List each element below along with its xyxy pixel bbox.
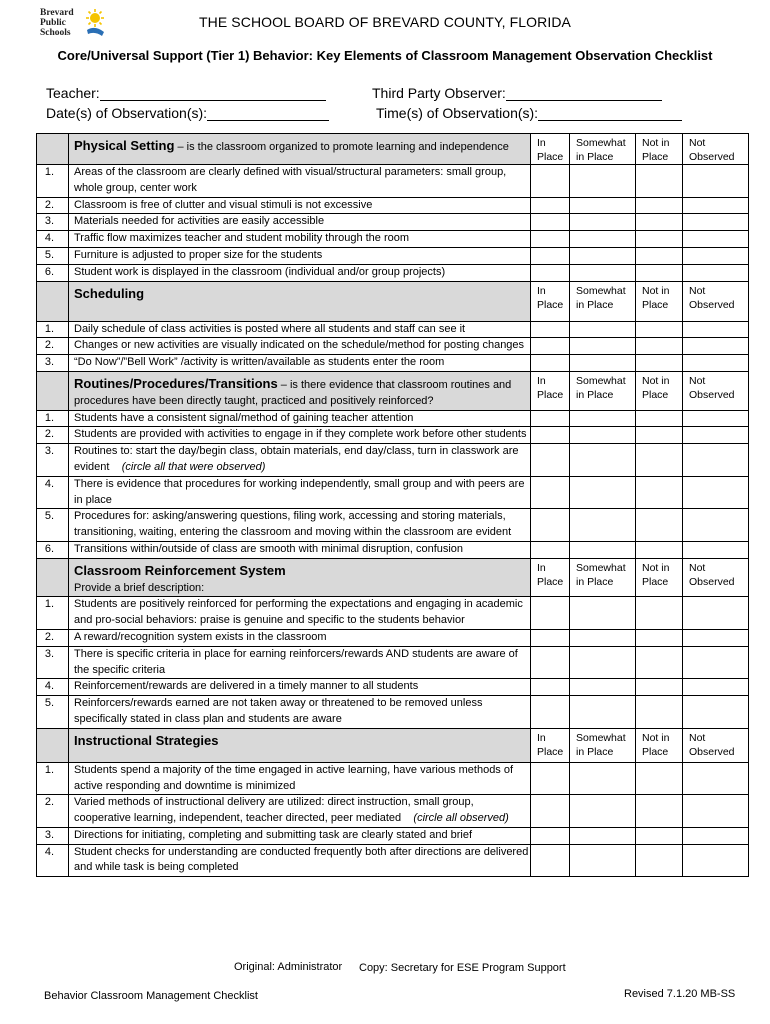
item-text: Transitions within/outside of class are smooth with minimal disruption, confusion [74, 542, 464, 555]
rating-checkbox-cell[interactable] [636, 444, 683, 477]
item-number: 4. [37, 476, 69, 509]
rating-checkbox-cell[interactable] [531, 795, 570, 828]
section-title-cell [69, 371, 531, 410]
rating-header-2: Not in Place [636, 371, 683, 410]
rating-checkbox-cell[interactable] [570, 696, 636, 729]
rating-checkbox-cell[interactable] [683, 646, 749, 679]
item-text: Students spend a majority of the time engaged in active learning, have various methods of active responding and downtime is minimized [74, 763, 514, 792]
item-number: 3. [37, 827, 69, 844]
rating-checkbox-cell[interactable] [683, 321, 749, 338]
teacher-field[interactable] [46, 85, 326, 101]
item-number: 3. [37, 355, 69, 372]
rating-checkbox-cell[interactable] [683, 165, 749, 198]
rating-checkbox-cell[interactable] [570, 646, 636, 679]
rating-checkbox-cell[interactable] [636, 338, 683, 355]
item-text-cell [69, 444, 531, 477]
rating-checkbox-cell[interactable] [683, 355, 749, 372]
rating-checkbox-cell[interactable] [531, 509, 570, 542]
item-number: 4. [37, 679, 69, 696]
rating-checkbox-cell[interactable] [636, 646, 683, 679]
checklist-item-row [37, 355, 749, 372]
item-text: Students have a consistent signal/method of gaining teacher attention [74, 411, 414, 424]
rating-checkbox-cell[interactable] [636, 231, 683, 248]
item-text-cell [69, 264, 531, 281]
section-description: Provide a brief description: [74, 581, 205, 594]
item-text-cell [69, 231, 531, 248]
item-number: 4. [37, 844, 69, 877]
dates-label: Date(s) of Observation(s): [46, 105, 208, 121]
section-title-cell [69, 728, 531, 762]
checklist-item-row [37, 827, 749, 844]
rating-checkbox-cell[interactable] [683, 795, 749, 828]
item-text-cell [69, 214, 531, 231]
rating-header-1: Somewhat in Place [570, 134, 636, 165]
item-text: Traffic flow maximizes teacher and student mobility through the room [74, 232, 410, 245]
checklist-item-row [37, 338, 749, 355]
item-text-cell [69, 509, 531, 542]
rating-checkbox-cell[interactable] [570, 509, 636, 542]
item-text: A reward/recognition system exists in the classroom [74, 630, 327, 643]
teacher-line[interactable] [100, 87, 326, 101]
section-title: Scheduling [74, 285, 145, 301]
item-text: Areas of the classroom are clearly defined with visual/structural parameters: small group, whole group, center work [74, 166, 507, 194]
rating-header-3: Not Observed [683, 281, 749, 321]
rating-checkbox-cell[interactable] [531, 646, 570, 679]
checklist-item-row [37, 231, 749, 248]
rating-checkbox-cell[interactable] [531, 321, 570, 338]
item-text: Changes or new activities are visually indicated on the schedule/method for posting changes [74, 339, 525, 352]
rating-checkbox-cell[interactable] [570, 597, 636, 630]
checklist-item-row [37, 629, 749, 646]
rating-header-0: In Place [531, 728, 570, 762]
footer-revised: Revised 7.1.20 MB-SS [624, 988, 736, 1000]
footer-original: Original: Administrator [234, 961, 343, 973]
observer-field[interactable] [372, 85, 662, 101]
logo-line-1: Brevard [40, 8, 74, 18]
rating-checkbox-cell[interactable] [636, 214, 683, 231]
rating-checkbox-cell[interactable] [636, 679, 683, 696]
item-text-cell [69, 541, 531, 558]
item-text: Student checks for understanding are conducted frequently both after directions are delivered and while task is being completed [74, 845, 529, 874]
rating-checkbox-cell[interactable] [531, 247, 570, 264]
rating-checkbox-cell[interactable] [683, 338, 749, 355]
checklist-item-row [37, 646, 749, 679]
rating-checkbox-cell[interactable] [683, 214, 749, 231]
rating-checkbox-cell[interactable] [636, 476, 683, 509]
dates-field[interactable] [46, 105, 329, 121]
section-header-row [37, 728, 749, 762]
item-number: 2. [37, 197, 69, 214]
section-title: Routines/Procedures/Transitions [74, 375, 278, 391]
rating-header-3: Not Observed [683, 371, 749, 410]
item-number: 3. [37, 214, 69, 231]
rating-checkbox-cell[interactable] [531, 844, 570, 877]
item-text: Reinforcement/rewards are delivered in a timely manner to all students [74, 680, 419, 693]
section-description: – is the classroom organized to promote learning and independence [174, 141, 509, 153]
rating-checkbox-cell[interactable] [636, 844, 683, 877]
section-title: Instructional Strategies [74, 732, 219, 748]
section-title-cell [69, 281, 531, 321]
item-text-cell [69, 597, 531, 630]
rating-checkbox-cell[interactable] [636, 427, 683, 444]
checklist-item-row [37, 679, 749, 696]
rating-header-2: Not in Place [636, 134, 683, 165]
rating-checkbox-cell[interactable] [531, 541, 570, 558]
rating-checkbox-cell[interactable] [570, 762, 636, 795]
section-header-row [37, 134, 749, 165]
item-number: 2. [37, 795, 69, 828]
item-number: 3. [37, 444, 69, 477]
rating-checkbox-cell[interactable] [570, 264, 636, 281]
item-number: 1. [37, 597, 69, 630]
rating-checkbox-cell[interactable] [683, 264, 749, 281]
rating-checkbox-cell[interactable] [683, 541, 749, 558]
rating-checkbox-cell[interactable] [683, 231, 749, 248]
checklist-item-row [37, 197, 749, 214]
rating-header-3: Not Observed [683, 558, 749, 597]
section-number-cell [37, 134, 69, 165]
item-text-cell [69, 679, 531, 696]
rating-checkbox-cell[interactable] [683, 597, 749, 630]
item-text-cell [69, 355, 531, 372]
rating-checkbox-cell[interactable] [683, 629, 749, 646]
item-text: Daily schedule of class activities is posted where all students and staff can see it [74, 322, 466, 335]
rating-checkbox-cell[interactable] [683, 247, 749, 264]
section-title-cell [69, 134, 531, 165]
dates-line[interactable] [207, 107, 329, 121]
rating-checkbox-cell[interactable] [683, 197, 749, 214]
section-number-cell [37, 371, 69, 410]
checklist-item-row [37, 476, 749, 509]
checklist-item-row [37, 427, 749, 444]
item-text: There is specific criteria in place for earning reinforcers/rewards AND students are aware of the specific criteria [74, 647, 518, 676]
rating-checkbox-cell[interactable] [683, 427, 749, 444]
item-text: There is evidence that procedures for working independently, small group and with peers are in place [74, 477, 525, 506]
item-text-cell [69, 197, 531, 214]
section-number-cell [37, 728, 69, 762]
checklist-item-row [37, 541, 749, 558]
rating-checkbox-cell[interactable] [636, 597, 683, 630]
rating-checkbox-cell[interactable] [636, 696, 683, 729]
rating-checkbox-cell[interactable] [636, 629, 683, 646]
item-text-cell [69, 762, 531, 795]
times-label: Time(s) of Observation(s): [376, 105, 539, 121]
rating-checkbox-cell[interactable] [531, 696, 570, 729]
rating-checkbox-cell[interactable] [683, 844, 749, 877]
item-text: Materials needed for activities are easily accessible [74, 215, 325, 228]
item-number: 2. [37, 629, 69, 646]
checklist-item-row [37, 844, 749, 877]
footer-copy: Copy: Secretary for ESE Program Support [359, 962, 566, 974]
rating-checkbox-cell[interactable] [570, 679, 636, 696]
item-number: 4. [37, 231, 69, 248]
rating-checkbox-cell[interactable] [531, 165, 570, 198]
item-note: (circle all observed) [413, 812, 509, 825]
rating-checkbox-cell[interactable] [531, 444, 570, 477]
observation-checklist-table [36, 133, 749, 877]
rating-checkbox-cell[interactable] [636, 264, 683, 281]
rating-checkbox-cell[interactable] [531, 597, 570, 630]
rating-checkbox-cell[interactable] [636, 197, 683, 214]
item-number: 6. [37, 264, 69, 281]
item-number: 5. [37, 509, 69, 542]
rating-checkbox-cell[interactable] [570, 165, 636, 198]
teacher-label: Teacher: [46, 85, 100, 101]
rating-header-2: Not in Place [636, 558, 683, 597]
rating-checkbox-cell[interactable] [636, 827, 683, 844]
rating-header-0: In Place [531, 281, 570, 321]
section-number-cell [37, 281, 69, 321]
rating-checkbox-cell[interactable] [636, 762, 683, 795]
rating-checkbox-cell[interactable] [683, 696, 749, 729]
item-text-cell [69, 696, 531, 729]
rating-checkbox-cell[interactable] [570, 629, 636, 646]
item-number: 1. [37, 410, 69, 427]
rating-checkbox-cell[interactable] [683, 410, 749, 427]
rating-header-3: Not Observed [683, 134, 749, 165]
item-text-cell [69, 410, 531, 427]
rating-checkbox-cell[interactable] [570, 444, 636, 477]
rating-checkbox-cell[interactable] [570, 541, 636, 558]
item-text: Students are provided with activities to engage in if they complete work before other students [74, 428, 527, 441]
rating-checkbox-cell[interactable] [531, 827, 570, 844]
rating-checkbox-cell[interactable] [636, 321, 683, 338]
checklist-item-row [37, 410, 749, 427]
rating-header-1: Somewhat in Place [570, 281, 636, 321]
checklist-item-row [37, 762, 749, 795]
section-title: Physical Setting [74, 138, 175, 153]
checklist-subtitle: Core/Universal Support (Tier 1) Behavior: Key Elements of Classroom Management Observation Checklist [57, 48, 713, 63]
logo-line-2: Public [40, 18, 66, 28]
footer-form-name: Behavior Classroom Management Checklist [44, 990, 258, 1002]
logo-line-3: Schools [40, 28, 71, 38]
rating-header-0: In Place [531, 558, 570, 597]
rating-checkbox-cell[interactable] [570, 247, 636, 264]
item-text: “Do Now”/”Bell Work” /activity is written/available as students enter the room [74, 356, 445, 369]
rating-checkbox-cell[interactable] [570, 844, 636, 877]
item-text-cell [69, 321, 531, 338]
rating-checkbox-cell[interactable] [683, 476, 749, 509]
checklist-item-row [37, 444, 749, 477]
rating-checkbox-cell[interactable] [570, 410, 636, 427]
rating-checkbox-cell[interactable] [570, 231, 636, 248]
observer-label: Third Party Observer: [372, 85, 506, 101]
rating-checkbox-cell[interactable] [683, 762, 749, 795]
rating-checkbox-cell[interactable] [683, 827, 749, 844]
item-text-cell [69, 646, 531, 679]
item-text: Routines to: start the day/begin class, obtain materials, end day/class, turn in classwork are evident [74, 445, 519, 473]
section-header-row [37, 371, 749, 410]
rating-header-1: Somewhat in Place [570, 728, 636, 762]
rating-header-1: Somewhat in Place [570, 558, 636, 597]
rating-checkbox-cell[interactable] [683, 509, 749, 542]
rating-checkbox-cell[interactable] [570, 197, 636, 214]
item-text-cell [69, 427, 531, 444]
section-description: – is there evidence that classroom routines and procedures have been directly taught, practiced and positively reinforced? [74, 378, 512, 407]
item-text-cell [69, 338, 531, 355]
rating-checkbox-cell[interactable] [531, 231, 570, 248]
checklist-item-row [37, 165, 749, 198]
item-text: Furniture is adjusted to proper size for the students [74, 248, 323, 261]
rating-checkbox-cell[interactable] [531, 338, 570, 355]
item-number: 5. [37, 696, 69, 729]
item-number: 2. [37, 427, 69, 444]
item-text-cell [69, 247, 531, 264]
rating-checkbox-cell[interactable] [636, 410, 683, 427]
rating-checkbox-cell[interactable] [531, 214, 570, 231]
rating-header-3: Not Observed [683, 728, 749, 762]
section-header-row [37, 558, 749, 597]
rating-checkbox-cell[interactable] [570, 355, 636, 372]
checklist-item-row [37, 214, 749, 231]
checklist-item-row [37, 509, 749, 542]
rating-header-2: Not in Place [636, 281, 683, 321]
rating-checkbox-cell[interactable] [531, 427, 570, 444]
rating-checkbox-cell[interactable] [531, 410, 570, 427]
rating-checkbox-cell[interactable] [531, 264, 570, 281]
item-text-cell [69, 476, 531, 509]
item-text: Procedures for: asking/answering questions, filing work, accessing and storing materials, transitioning, waiting, entering the classroom and moving within the classroom are evident [74, 510, 512, 539]
item-text-cell [69, 795, 531, 828]
rating-checkbox-cell[interactable] [636, 541, 683, 558]
item-number: 1. [37, 762, 69, 795]
section-number-cell [37, 558, 69, 597]
rating-checkbox-cell[interactable] [570, 338, 636, 355]
item-number: 5. [37, 247, 69, 264]
checklist-item-row [37, 321, 749, 338]
section-header-row [37, 281, 749, 321]
rating-header-0: In Place [531, 134, 570, 165]
rating-checkbox-cell[interactable] [570, 795, 636, 828]
rating-checkbox-cell[interactable] [570, 476, 636, 509]
rating-header-0: In Place [531, 371, 570, 410]
rating-checkbox-cell[interactable] [531, 355, 570, 372]
rating-checkbox-cell[interactable] [570, 214, 636, 231]
item-text: Reinforcers/rewards earned are not taken away or threatened to be removed unless specifically stated in class plan and students are aware [74, 697, 483, 725]
observer-line[interactable] [506, 87, 662, 101]
rating-checkbox-cell[interactable] [636, 795, 683, 828]
rating-checkbox-cell[interactable] [636, 165, 683, 198]
item-text-cell [69, 629, 531, 646]
rating-checkbox-cell[interactable] [636, 355, 683, 372]
rating-checkbox-cell[interactable] [570, 321, 636, 338]
rating-checkbox-cell[interactable] [683, 679, 749, 696]
times-field[interactable] [376, 105, 682, 121]
item-text: Directions for initiating, completing and submitting task are clearly stated and brief [74, 828, 473, 841]
item-number: 1. [37, 165, 69, 198]
checklist-item-row [37, 264, 749, 281]
item-number: 1. [37, 321, 69, 338]
rating-checkbox-cell[interactable] [531, 629, 570, 646]
item-number: 6. [37, 541, 69, 558]
rating-checkbox-cell[interactable] [636, 509, 683, 542]
item-text: Varied methods of instructional delivery are utilized: direct instruction, small group, cooperative learning, independent, teacher directed, peer mediated [74, 796, 474, 825]
rating-checkbox-cell[interactable] [570, 427, 636, 444]
rating-header-2: Not in Place [636, 728, 683, 762]
item-text: Student work is displayed in the classroom (individual and/or group projects) [74, 265, 446, 278]
rating-checkbox-cell[interactable] [570, 827, 636, 844]
rating-checkbox-cell[interactable] [636, 247, 683, 264]
page-title: THE SCHOOL BOARD OF BREVARD COUNTY, FLORIDA [199, 14, 571, 30]
checklist-item-row [37, 597, 749, 630]
checklist-item-row [37, 247, 749, 264]
rating-checkbox-cell[interactable] [683, 444, 749, 477]
item-text-cell [69, 827, 531, 844]
checklist-item-row [37, 696, 749, 729]
checklist-item-row [37, 795, 749, 828]
times-line[interactable] [538, 107, 682, 121]
item-text-cell [69, 165, 531, 198]
rating-header-1: Somewhat in Place [570, 371, 636, 410]
rating-checkbox-cell[interactable] [531, 197, 570, 214]
section-title-cell [69, 558, 531, 597]
rating-checkbox-cell[interactable] [531, 762, 570, 795]
section-title: Classroom Reinforcement System [74, 562, 286, 578]
item-text-cell [69, 844, 531, 877]
item-text: Classroom is free of clutter and visual stimuli is not excessive [74, 198, 373, 211]
item-text: Students are positively reinforced for performing the expectations and engaging in academic and pro-social behaviors: praise is genuine and specific to the students behavior [74, 598, 523, 627]
rating-checkbox-cell[interactable] [531, 476, 570, 509]
item-note: (circle all that were observed) [121, 460, 266, 473]
item-number: 2. [37, 338, 69, 355]
item-number: 3. [37, 646, 69, 679]
rating-checkbox-cell[interactable] [531, 679, 570, 696]
